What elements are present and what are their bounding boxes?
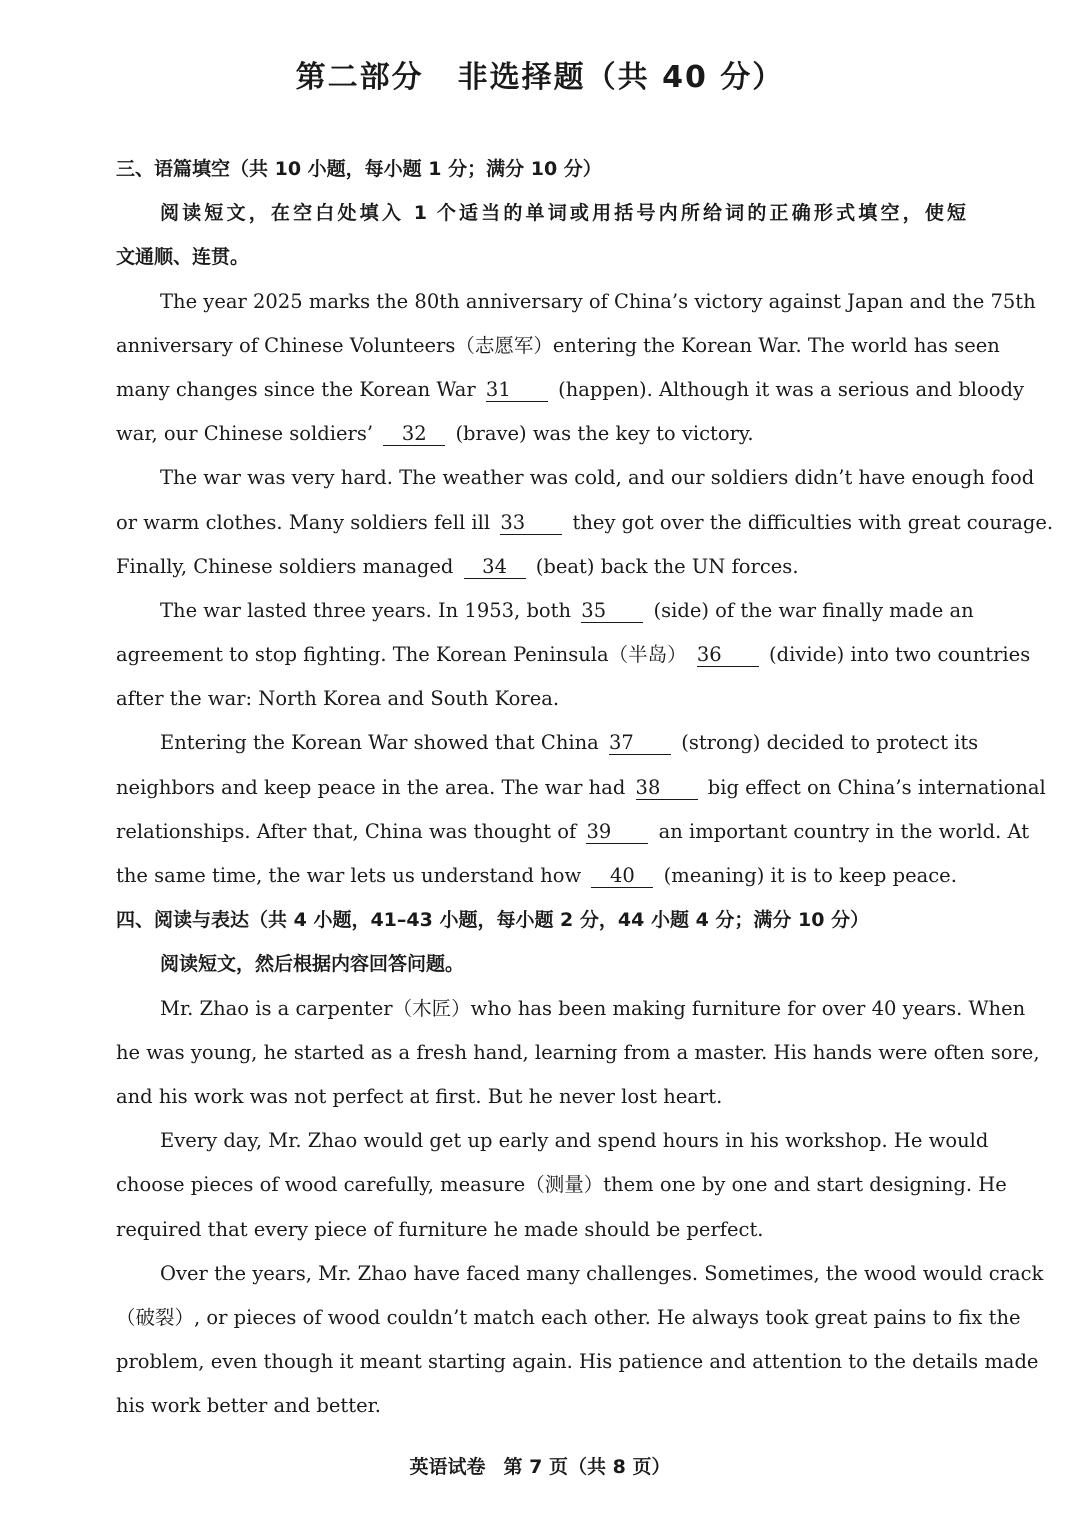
footer-subject: 英语试卷 [409, 1456, 486, 1478]
line-text: (meaning) it is to keep peace. [663, 864, 957, 887]
section4-instruction: 阅读短文，然后根据内容回答问题。 [160, 953, 465, 976]
passage2-line: his work better and better. [116, 1394, 382, 1418]
line-text: big effect on China’s international [707, 775, 1046, 799]
line-text: (beat) back the UN forces. [535, 554, 799, 578]
blank-38[interactable]: 38 [636, 777, 698, 800]
line-text: (divide) into two countries [769, 643, 1031, 667]
blank-33[interactable]: 33 [500, 512, 562, 535]
line-text: neighbors and keep peace in the area. The war had [116, 775, 626, 799]
section4-heading: 四、阅读与表达（共 4 小题，41–43 小题，每小题 2 分，44 小题 4 分；满分 10 分） [116, 909, 870, 932]
line-text: or warm clothes. Many soldiers fell ill [116, 510, 491, 534]
passage1-line [116, 589, 974, 633]
line-text: The war lasted three years. In 1953, both [160, 598, 572, 622]
line-text: (strong) decided to protect its [681, 731, 979, 755]
page-title-part: 第二部分 [295, 60, 424, 95]
line-text: (side) of the war finally made an [653, 598, 974, 622]
passage1-line [116, 412, 966, 456]
page-content [116, 147, 1054, 1428]
passage1-line [116, 854, 966, 898]
passage2-line: and his work was not perfect at first. But he never lost heart. [116, 1084, 723, 1108]
page-title [0, 52, 1080, 96]
section3-instruction-2: 文通顺、连贯。 [116, 246, 250, 269]
line-text: (happen). Although it was a serious and bloody [558, 377, 1025, 401]
footer-page-number: 第 7 页（共 8 页） [503, 1456, 671, 1478]
passage2-line: Over the years, Mr. Zhao have faced many challenges. Sometimes, the wood would crack [160, 1261, 1044, 1285]
line-text: (brave) was the key to victory. [455, 422, 754, 446]
passage1-line [116, 501, 1054, 545]
passage1-line [116, 368, 1025, 412]
blank-37[interactable]: 37 [609, 732, 671, 755]
page-footer [0, 1452, 1080, 1479]
passage2-line: required that every piece of furniture he made should be perfect. [116, 1217, 764, 1241]
blank-40[interactable]: 40 [591, 865, 653, 888]
passage1-line: after the war: North Korea and South Korea. [116, 687, 560, 711]
blank-32[interactable]: 32 [383, 423, 445, 446]
line-text: they got over the difficulties with great courage. [572, 510, 1054, 534]
blank-35[interactable]: 35 [581, 600, 643, 623]
section3-heading: 三、语篇填空（共 10 小题，每小题 1 分；满分 10 分） [116, 158, 602, 180]
section3-instruction-1: 阅读短文，在空白处填入 1 个适当的单词或用括号内所给词的正确形式填空，使短 [160, 202, 966, 225]
passage1-line: anniversary of Chinese Volunteers（志愿军）entering the Korean War. The world has seen [116, 333, 1000, 357]
line-text: Entering the Korean War showed that China [160, 731, 599, 755]
passage1-line [116, 810, 1030, 854]
line-text: an important country in the world. At [658, 819, 1030, 843]
passage2-line: problem, even though it meant starting again. His patience and attention to the details made [116, 1350, 1039, 1374]
passage2-line: Mr. Zhao is a carpenter（木匠）who has been making furniture for over 40 years. When [160, 996, 1026, 1020]
line-text: many changes since the Korean War [116, 377, 476, 401]
blank-34[interactable]: 34 [464, 556, 526, 579]
line-text: relationships. After that, China was thought of [116, 819, 577, 843]
passage1-line: The war was very hard. The weather was cold, and our soldiers didn’t have enough food [160, 466, 1035, 490]
passage1-line [116, 721, 979, 765]
passage1-line [116, 633, 1031, 677]
line-text: agreement to stop fighting. The Korean Peninsula（半岛） [116, 643, 687, 667]
passage1-line: The year 2025 marks the 80th anniversary of China’s victory against Japan and the 75th [160, 289, 1036, 313]
blank-31[interactable]: 31 [486, 379, 548, 402]
line-text: Finally, Chinese soldiers managed [116, 554, 454, 578]
line-text: war, our Chinese soldiers’ [116, 422, 374, 446]
passage2-line: choose pieces of wood carefully, measure（测量）them one by one and start designing. He [116, 1173, 1007, 1197]
line-text: the same time, the war lets us understand how [116, 864, 582, 887]
blank-36[interactable]: 36 [697, 644, 759, 667]
passage1-line [116, 766, 1046, 810]
passage2-line: he was young, he started as a fresh hand, learning from a master. His hands were often sore, [116, 1040, 1040, 1064]
page-title-heading: 非选择题（共 40 分） [457, 60, 785, 95]
passage1-line [116, 545, 966, 589]
blank-39[interactable]: 39 [586, 821, 648, 844]
passage2-line: （破裂）, or pieces of wood couldn’t match each other. He always took great pains to fix the [116, 1305, 1021, 1329]
passage2-line: Every day, Mr. Zhao would get up early and spend hours in his workshop. He would [160, 1129, 989, 1153]
